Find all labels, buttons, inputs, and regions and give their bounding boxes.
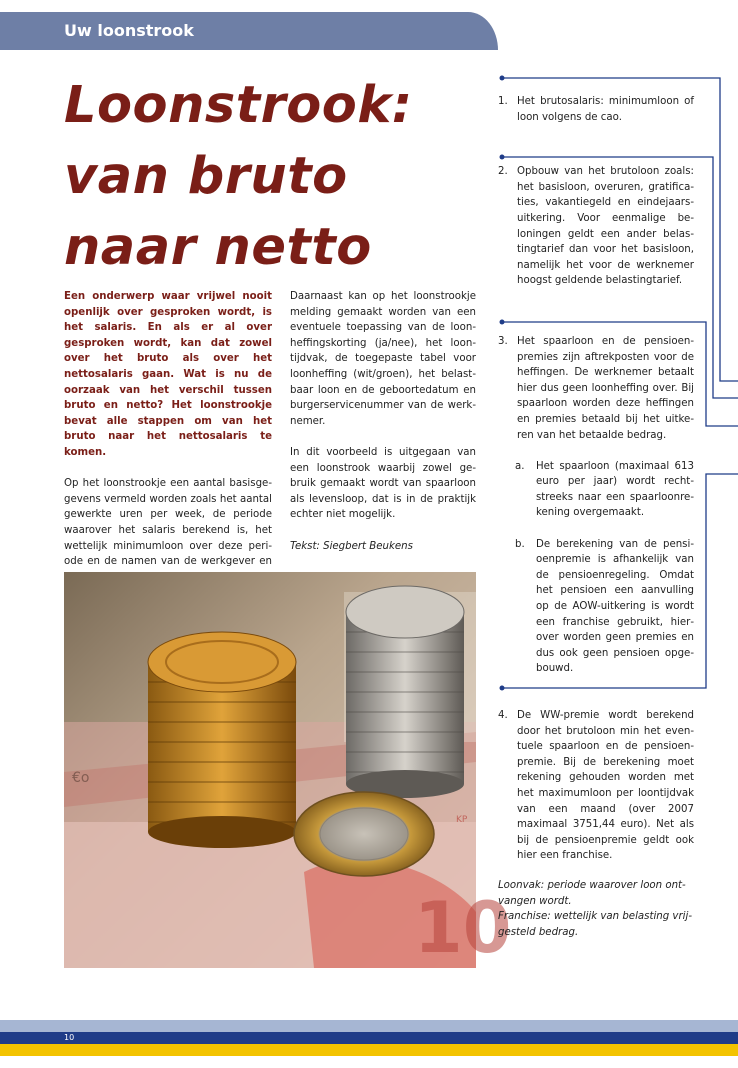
sub-item-text: Het spaarloon (maximaal 613 euro per jaar) wordt rechtstreeks naar een spaarloonrekening overgemaakt.: [536, 460, 694, 519]
sub-item-letter: a.: [515, 460, 525, 472]
intro-paragraph: Een onderwerp waar vrijwel nooit openlijk over gesproken wordt, is het salaris. En als er al over gesproken wordt, kan dat zowel over het bruto als over het nettosalaris gaan. Wat is nu de oorzaak van het verschil tussen bruto en netto? Het loonstrookje bevat alle stappen om van het bruto naar het nettosalaris te komen.: [64, 291, 272, 458]
title-line-2: van bruto: [64, 147, 348, 206]
list-item-3: [498, 334, 694, 443]
section-title: Uw loonstrook: [64, 21, 194, 40]
list-item-number: 2.: [498, 166, 508, 178]
list-item-number: 3.: [498, 335, 508, 347]
title-line-1: Loonstrook:: [64, 76, 413, 135]
list-item-text: Opbouw van het brutoloon zoals: het basisloon, overuren, gratificaties, vakantiegeld en eindejaarsuitkering. Voor eenmalige beloningen geldt een ander belastingtarief dan voor het basisloon, namelijk het voor de werknemer hoogst geldende belastingtarief.: [517, 166, 694, 287]
right-column: [498, 94, 694, 940]
connector-dot-1: [500, 76, 505, 81]
body-paragraph-2: Daarnaast kan op het loonstrookje melding gemaakt worden van een eventuele toepassing van de loonheffingskorting (ja/nee), het loontijdvak, de toegepaste tabel voor loonheffing (wit/groen), het belastbaar loon en de geboortedatum en burgerservicenummer van de werknemer.: [290, 291, 476, 427]
svg-text:KP: KP: [456, 815, 468, 825]
footnotes: [498, 878, 694, 940]
list-item-text: Het brutosalaris: minimumloon of loon volgens de cao.: [517, 96, 694, 123]
page-number: 10: [64, 1033, 75, 1042]
list-item-4: [498, 708, 694, 864]
list-item-1: [498, 94, 694, 125]
body-paragraph-1: Op het loonstrookje een aantal basisgegevens vermeld worden zoals het aantal gewerkte uren per week, de periode waarover het salaris berekend is, het wettelijk minimumloon over deze periode en de namen van de werkgever en: [64, 478, 272, 568]
list-item-text: De WW-premie wordt berekend door het brutoloon min het eventuele spaarloon en de pensioenpremie. Bij de berekening moet rekening gehouden worden met het maximumloon per loontijdvak van een maand (over 2007 maximaal 3751,44 euro). Net als bij de pensioenpremie geldt ook hier een franchise.: [517, 710, 694, 862]
title-line-3: naar netto: [64, 218, 372, 277]
svg-text:€o: €o: [72, 770, 90, 786]
footnote-franchise: Franchise: wettelijk van belasting vrijgesteld bedrag.: [498, 911, 693, 938]
svg-text:10: 10: [414, 887, 512, 969]
sub-item-a: [498, 459, 694, 521]
footer-stripe-navy: [0, 1032, 738, 1044]
footer-stripe-yellow: [0, 1044, 738, 1056]
sub-item-letter: b.: [515, 538, 525, 550]
list-item-text: Het spaarloon en de pensioenpremies zijn aftrekposten voor de heffingen. De werknemer betaalt hier dus geen loonheffing over. Bij spaarloon worden deze heffingen en premies betaald bij het uitkeren van het betaalde bedrag.: [517, 335, 694, 441]
author-credit: Tekst: Siegbert Beukens: [290, 540, 413, 552]
list-item-2: [498, 164, 694, 289]
footnote-loonvak: Loonvak: periode waarover loon ontvangen wordt.: [498, 879, 686, 907]
sub-item-b: [498, 537, 694, 677]
list-item-number: 4.: [498, 710, 508, 721]
sub-item-text: De berekening van de pensioenpremie is afhankelijk van de pensioenregeling. Omdat het pensioen een aanvulling op de AOW-uitkering is wordt een franchise gebruikt, hierover worden geen premies en dus ook geen pensioen opgebouwd.: [536, 538, 694, 675]
body-paragraph-3: In dit voorbeeld is uitgegaan van een loonstrook waarbij zowel gebruik gemaakt wordt van spaarloon als levensloop, dat is in de praktijk echter niet mogelijk.: [290, 446, 476, 521]
list-item-number: 1.: [498, 96, 508, 107]
footer-stripe-light: [0, 1020, 738, 1032]
